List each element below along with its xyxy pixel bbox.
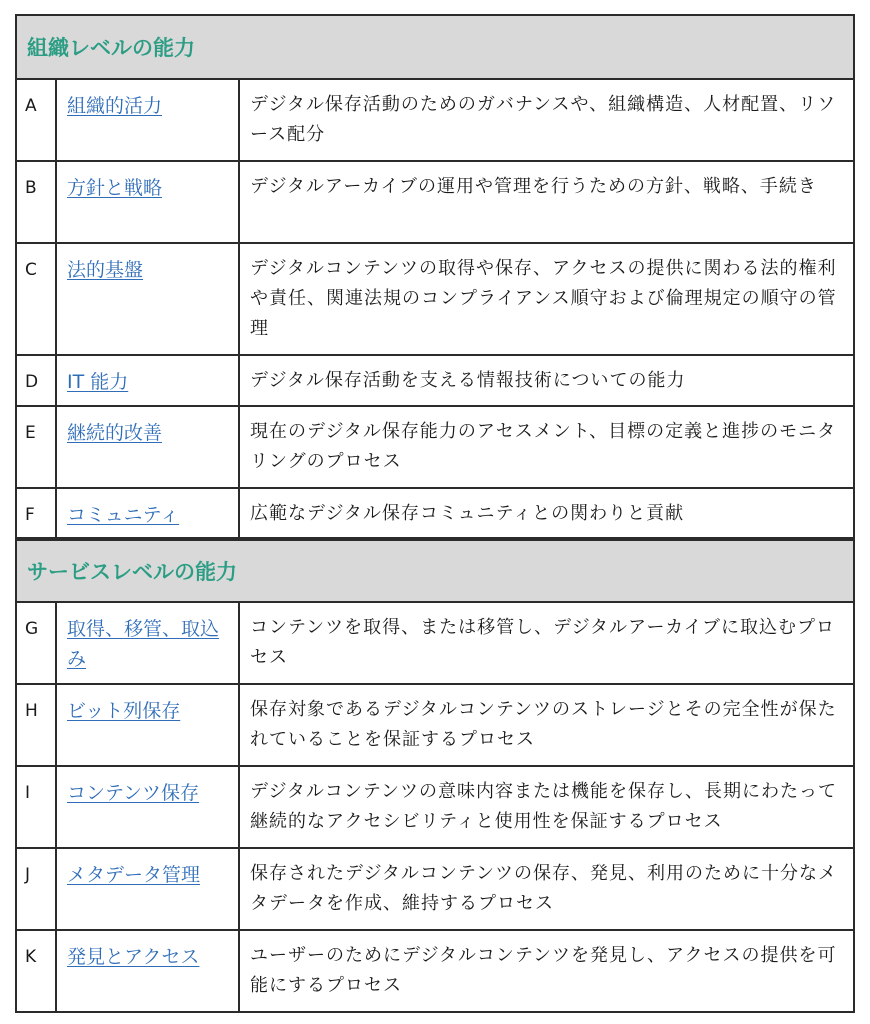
- row-description: 現在のデジタル保存能力のアセスメント、目標の定義と進捗のモニタリングのプロセス: [250, 421, 837, 472]
- table-row: [17, 80, 853, 162]
- row-description: 広範なデジタル保存コミュニティとの関わりと貢献: [250, 503, 685, 524]
- table-row: [17, 244, 853, 356]
- row-description: コンテンツを取得、または移管し、デジタルアーカイブに取込むプロセス: [250, 617, 836, 668]
- capability-link[interactable]: コンテンツ保存: [67, 782, 200, 804]
- row-name: [57, 407, 240, 487]
- capability-link[interactable]: 継続的改善: [67, 422, 163, 444]
- capability-link[interactable]: 組織的活力: [67, 95, 163, 117]
- capability-link[interactable]: 法的基盤: [67, 259, 144, 281]
- table-row: [17, 407, 853, 489]
- capability-link[interactable]: 取得、移管、取込み: [67, 618, 220, 670]
- row-letter: J: [17, 849, 57, 929]
- row-name: [57, 162, 240, 242]
- row-letter: A: [17, 80, 57, 160]
- row-description: デジタルコンテンツの取得や保存、アクセスの提供に関わる法的権利や責任、関連法規のコンプライアンス順守および倫理規定の順守の管理: [250, 258, 837, 339]
- row-description: デジタル保存活動を支える情報技術についての能力: [250, 370, 686, 391]
- table-row: [17, 603, 853, 685]
- row-name: [57, 767, 240, 847]
- row-description: 保存されたデジタルコンテンツの保存、発見、利用のために十分なメタデータを作成、維持するプロセス: [250, 863, 838, 914]
- row-name: [57, 685, 240, 765]
- row-name: [57, 244, 240, 354]
- table-row: [17, 685, 853, 767]
- row-description: 保存対象であるデジタルコンテンツのストレージとその完全性が保たれていることを保証するプロセス: [250, 699, 837, 750]
- row-letter: B: [17, 162, 57, 242]
- row-letter: D: [17, 356, 57, 405]
- row-letter: G: [17, 603, 57, 683]
- capability-link[interactable]: メタデータ管理: [67, 864, 201, 886]
- capability-link[interactable]: ビット列保存: [67, 700, 181, 722]
- row-name: [57, 603, 240, 683]
- section-title: 組織レベルの能力: [27, 36, 195, 60]
- row-letter: H: [17, 685, 57, 765]
- row-description: デジタルアーカイブの運用や管理を行うための方針、戦略、手続き: [250, 176, 817, 197]
- table-row: [17, 931, 853, 1011]
- table-row: [17, 356, 853, 407]
- section-header-organization: [17, 16, 853, 80]
- row-name: [57, 931, 240, 1011]
- table-row: [17, 767, 853, 849]
- capability-link[interactable]: 方針と戦略: [67, 177, 163, 199]
- table-row: [17, 849, 853, 931]
- row-letter: K: [17, 931, 57, 1011]
- row-letter: E: [17, 407, 57, 487]
- capability-link[interactable]: 発見とアクセス: [67, 946, 200, 968]
- row-name: [57, 356, 240, 405]
- row-description: ユーザーのためにデジタルコンテンツを発見し、アクセスの提供を可能にするプロセス: [250, 945, 837, 996]
- row-letter: I: [17, 767, 57, 847]
- section-header-service: [17, 539, 853, 603]
- table-row: [17, 489, 853, 539]
- capability-link[interactable]: IT 能力: [67, 371, 129, 393]
- row-letter: C: [17, 244, 57, 354]
- table-row: [17, 162, 853, 244]
- row-name: [57, 80, 240, 160]
- capability-link[interactable]: コミュニティ: [67, 504, 180, 526]
- row-name: [57, 489, 240, 537]
- row-letter: F: [17, 489, 57, 537]
- row-description: デジタル保存活動のためのガバナンスや、組織構造、人材配置、リソース配分: [250, 94, 837, 145]
- row-description: デジタルコンテンツの意味内容または機能を保存し、長期にわたって継続的なアクセシビリティと使用性を保証するプロセス: [250, 781, 838, 832]
- row-name: [57, 849, 240, 929]
- capability-table: [15, 14, 855, 1013]
- section-title: サービスレベルの能力: [27, 560, 237, 584]
